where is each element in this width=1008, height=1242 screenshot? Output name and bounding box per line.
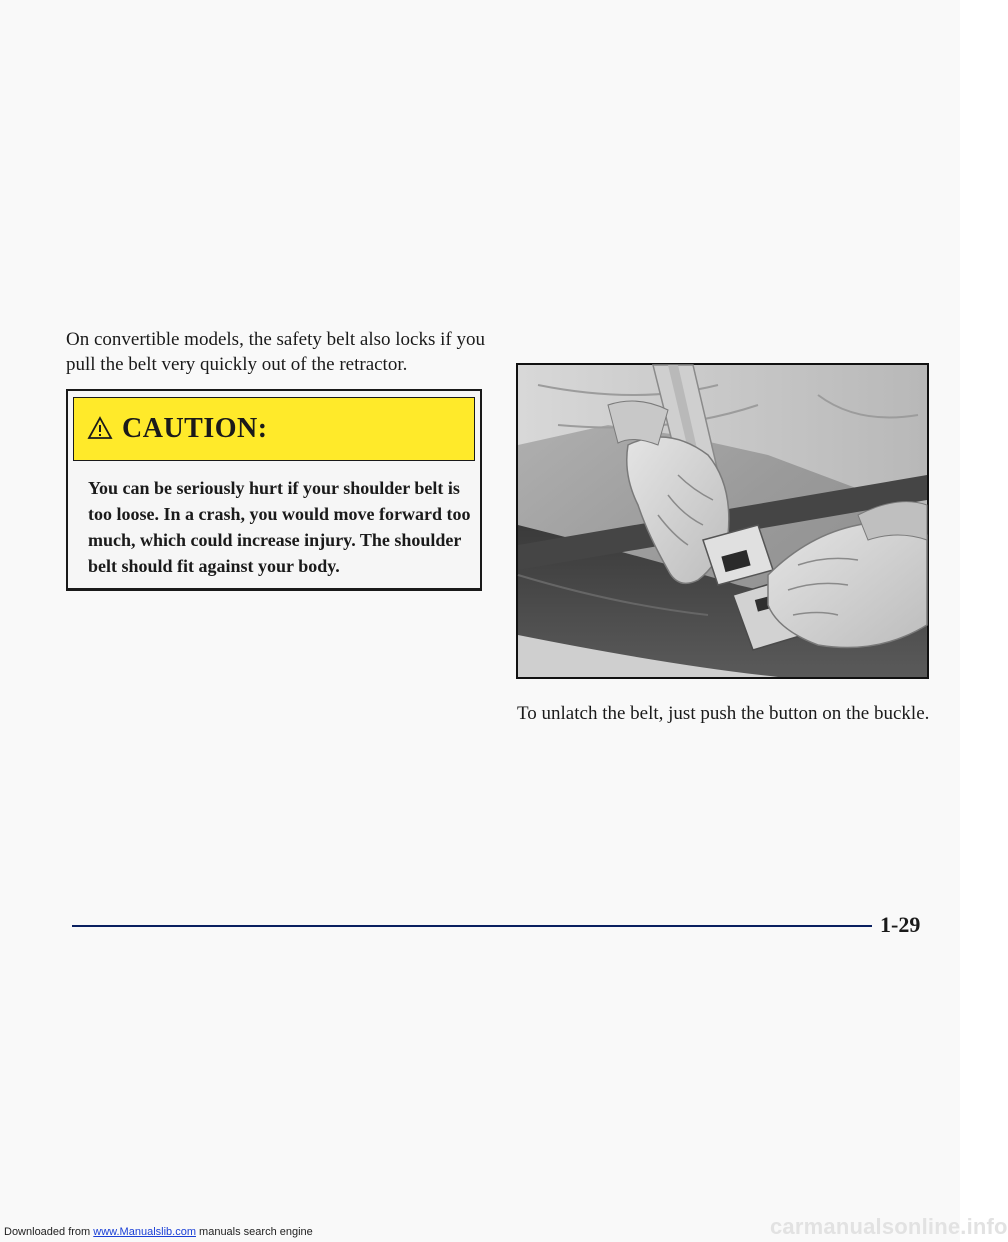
caution-header [73, 397, 475, 461]
seat-belt-buckle-illustration [516, 363, 929, 679]
buckle-caption: To unlatch the belt, just push the button on the buckle. [517, 703, 930, 724]
caution-title: CAUTION: [122, 413, 268, 444]
page-number: 1-29 [880, 912, 921, 937]
warning-triangle-icon [88, 416, 112, 440]
manualslib-link[interactable]: www.Manualslib.com [93, 1226, 196, 1238]
footer-rule [72, 925, 872, 927]
buckle-photo-icon [518, 365, 927, 677]
caution-text: You can be seriously hurt if your shoulder belt is too loose. In a crash, you would move forward too much, which could increase injury. The shoulder belt should fit against your body. [88, 478, 471, 576]
caution-box [66, 389, 482, 591]
footer-prefix: Downloaded from [4, 1226, 94, 1238]
download-footer [4, 1226, 313, 1239]
footer-suffix: manuals search engine [195, 1226, 313, 1238]
watermark: carmanualsonline.info [770, 1214, 1008, 1239]
intro-paragraph: On convertible models, the safety belt also locks if you pull the belt very quickly out of the retractor. [66, 329, 485, 375]
